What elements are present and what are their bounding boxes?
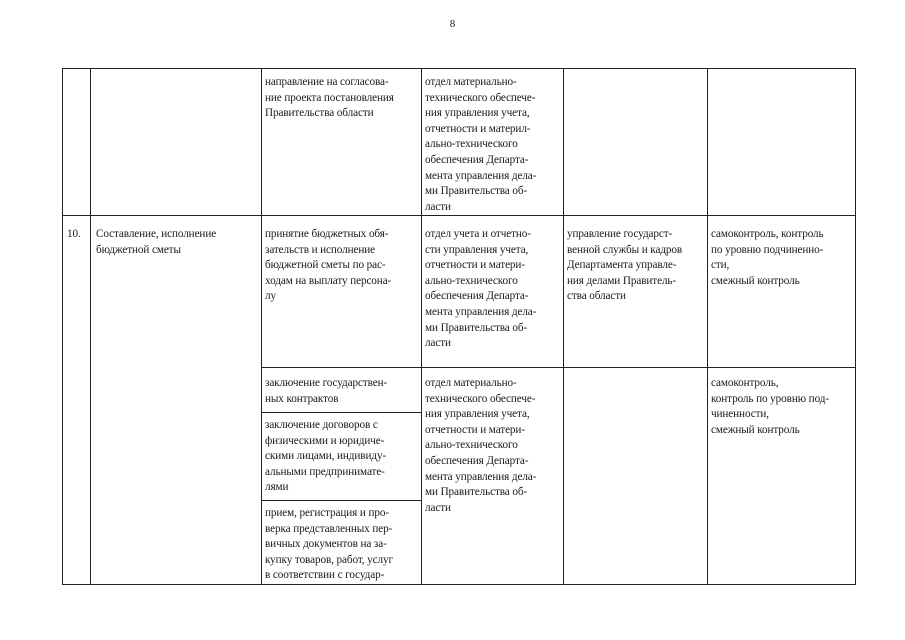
- prev-action-cell: направление на согласова- ние проекта постановления Правительства области: [265, 76, 394, 120]
- table-border-bottom: [62, 584, 856, 585]
- table-border-right: [855, 68, 856, 585]
- page-number: 8: [449, 18, 456, 30]
- col-divider: [421, 68, 422, 585]
- sub2-action-b-cell: заключение договоров с физическими и юридиче- скими лицами, индивиду- альными предпринимате- лями: [265, 419, 387, 494]
- sub2-control-cell: самоконтроль, контроль по уровню под- чиненности, смежный контроль: [711, 377, 829, 436]
- sub2-executor-cell: отдел материально- технического обеспече- ния управления учета, отчетности и матери- ально-технического обеспечения Департа- мента управления дела- ми Правительства об- ласти: [425, 377, 537, 514]
- table-border-left: [62, 68, 63, 585]
- col-divider: [707, 68, 708, 585]
- table-border-top: [62, 68, 856, 69]
- sub1-approver-cell: управление государст- венной службы и кадров Департамента управле- ния делами Правитель- ства области: [567, 228, 683, 303]
- col-divider: [563, 68, 564, 585]
- col-divider: [261, 68, 262, 585]
- action-divider: [261, 500, 421, 501]
- action-divider: [261, 412, 421, 413]
- sub2-action-a-cell: заключение государствен- ных контрактов: [265, 377, 388, 405]
- sub1-executor-cell: отдел учета и отчетно- сти управления учета, отчетности и матери- ально-технического обеспечения Департа- мента управления дела- ми Правительства об- ласти: [425, 228, 537, 350]
- subrow-divider: [261, 367, 856, 368]
- col-divider: [90, 68, 91, 585]
- sub1-control-cell: самоконтроль, контроль по уровню подчиненно- сти, смежный контроль: [711, 228, 824, 287]
- row-number: 10.: [67, 228, 81, 240]
- prev-executor-cell: отдел материально- технического обеспече- ния управления учета, отчетности и материл- ально-технического обеспечения Департа- мента управления дела- ми Правительства об- ласти: [425, 76, 537, 213]
- sub2-action-c-cell: прием, регистрация и про- верка представленных пер- вичных документов на за- купку товаров, работ, услуг в соответствии с государ-: [265, 507, 393, 582]
- process-cell: Составление, исполнение бюджетной сметы: [96, 228, 217, 256]
- sub1-action-cell: принятие бюджетных обя- зательств и исполнение бюджетной сметы по рас- ходам на выплату персона- лу: [265, 228, 392, 303]
